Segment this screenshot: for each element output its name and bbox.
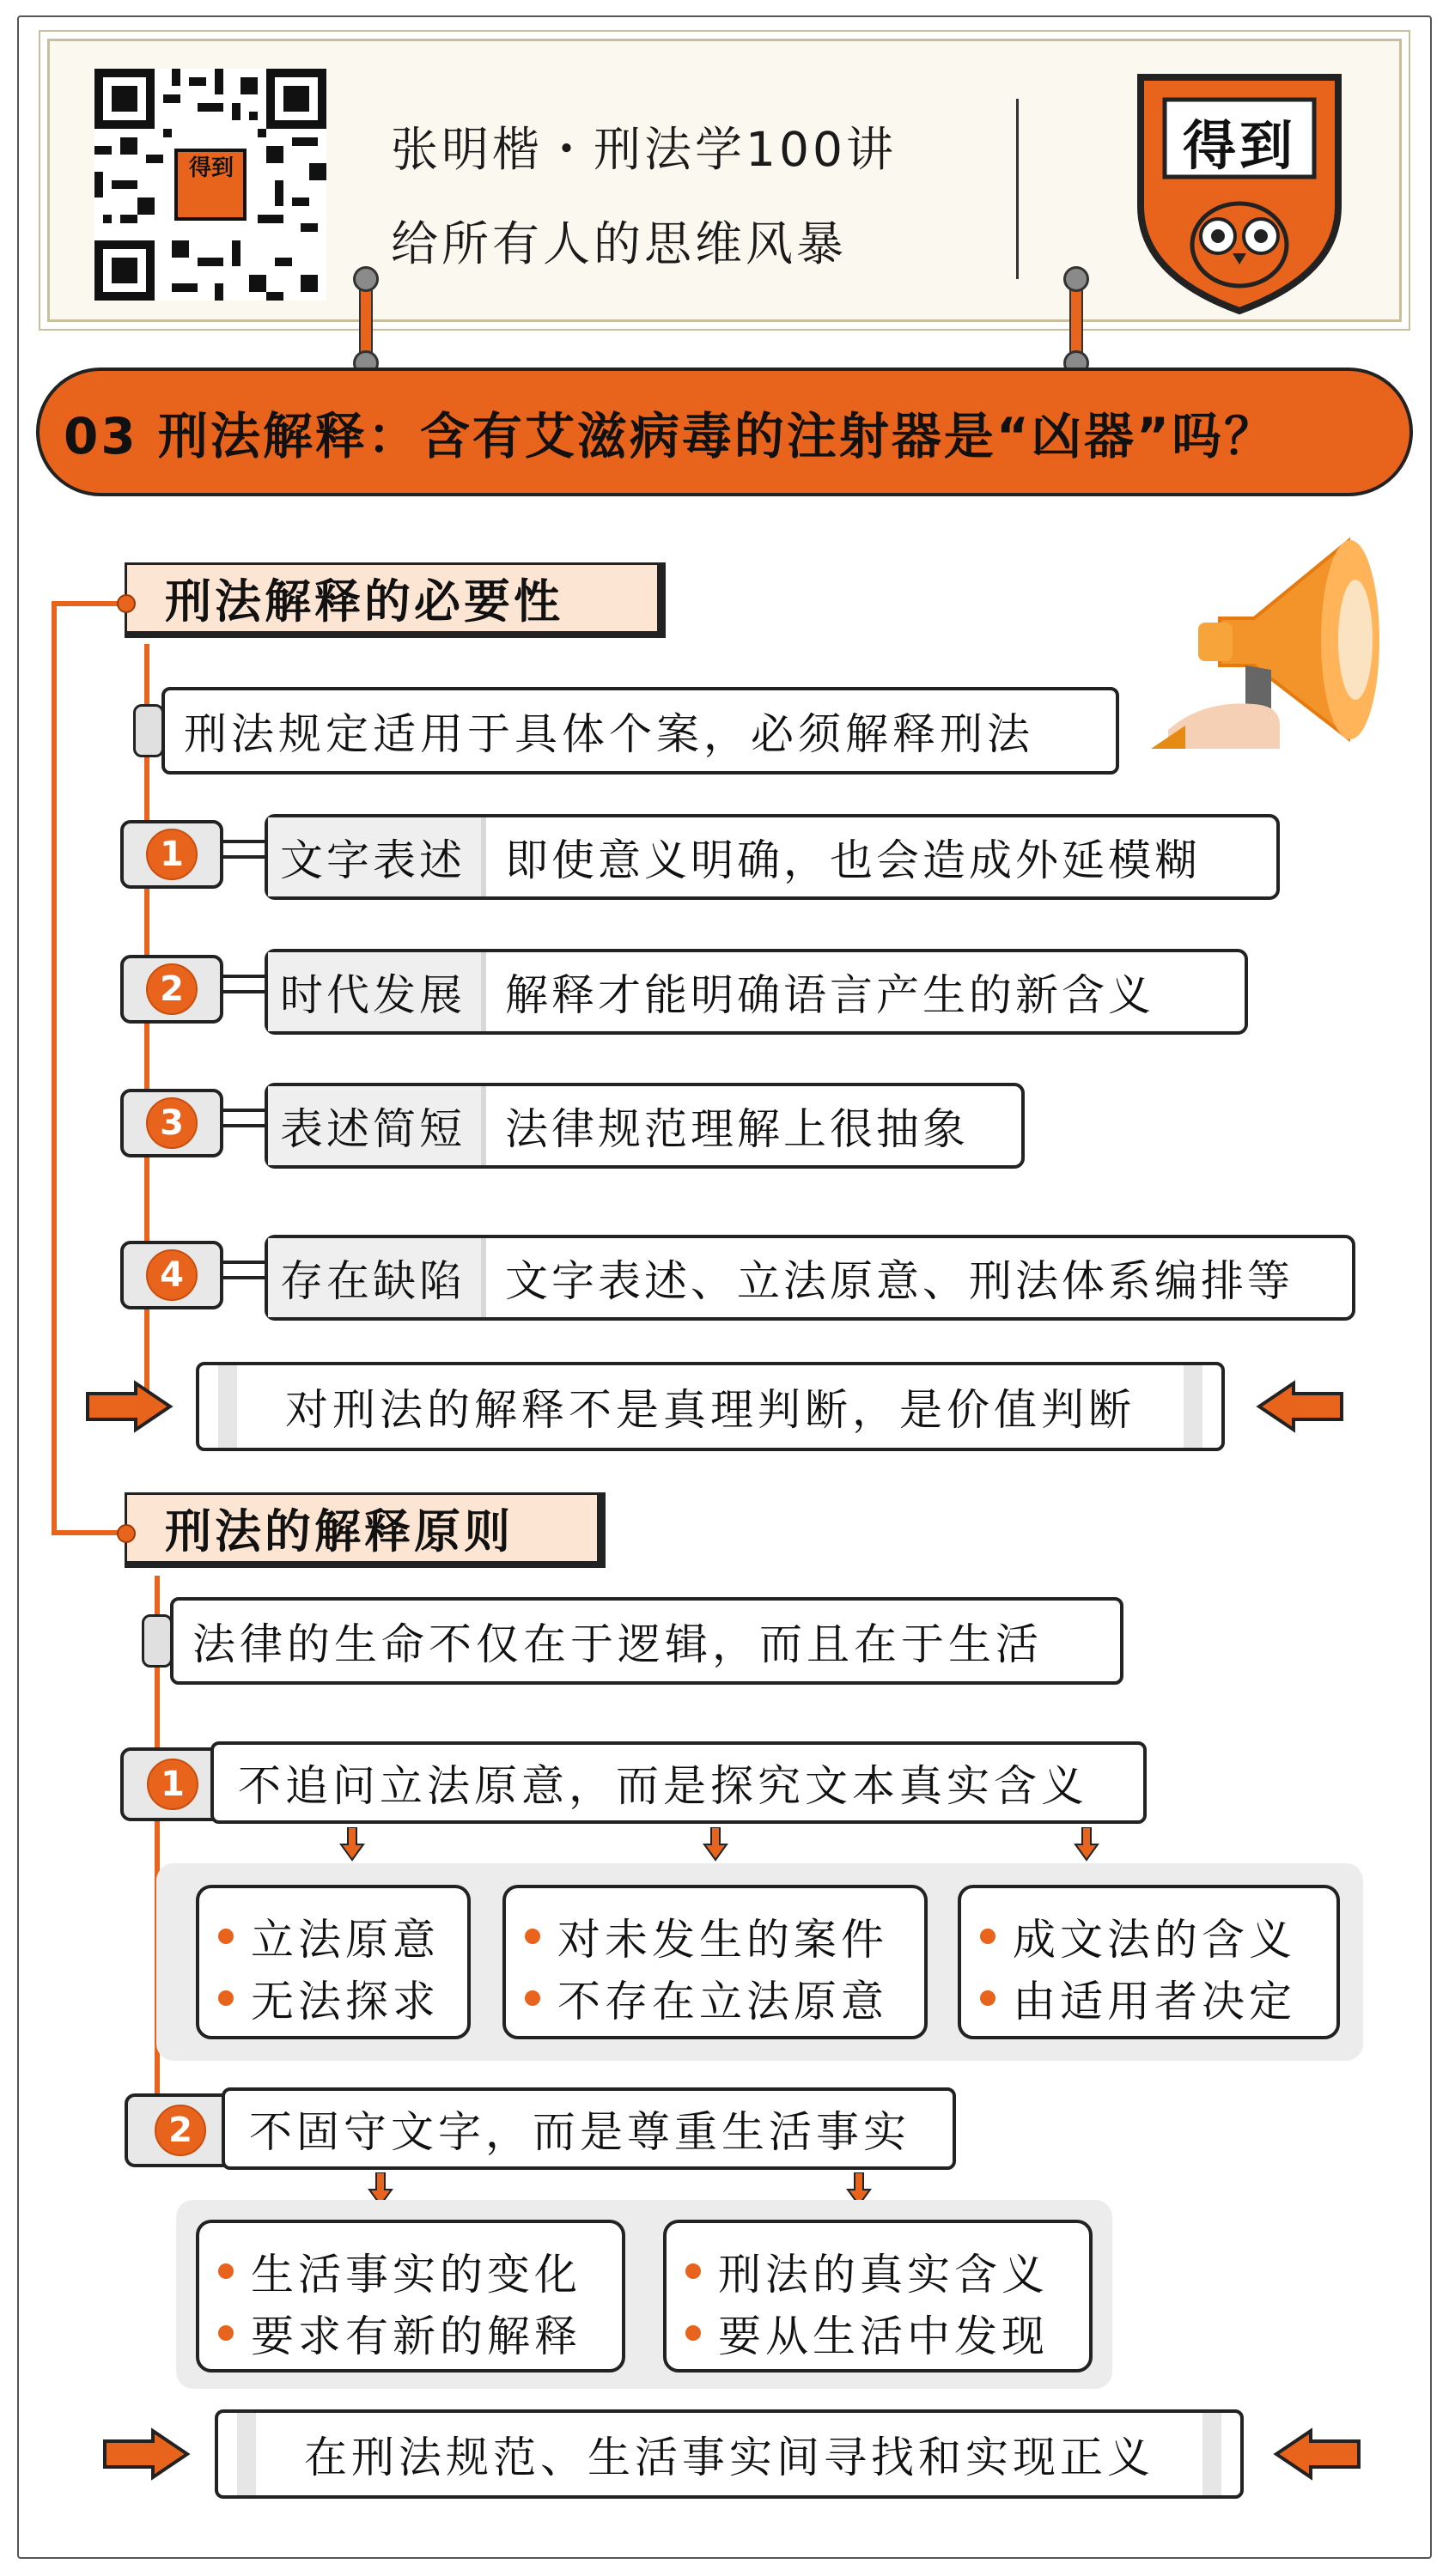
arrow-left-icon xyxy=(1256,1380,1345,1433)
item-desc: 即使意义明确，也会造成外延模糊 xyxy=(505,835,1201,885)
section1-intro: 刑法规定适用于具体个案，必须解释刑法 xyxy=(161,687,1119,775)
header-divider xyxy=(1016,99,1019,279)
double-connector xyxy=(223,975,265,993)
arrow-left-icon xyxy=(1273,2427,1362,2481)
principle-number-badge: 1 xyxy=(120,1747,225,1821)
qr-code-icon xyxy=(94,69,326,301)
item-label: 文字表述 xyxy=(268,817,486,896)
arrow-down-icon xyxy=(703,1827,728,1862)
section2-heading: 刑法的解释原则 xyxy=(125,1492,606,1568)
intro-tab xyxy=(133,704,164,757)
item-number-badge: 1 xyxy=(120,820,223,889)
section1-item xyxy=(265,1083,1025,1169)
item-desc: 文字表述、立法原意、刑法体系编排等 xyxy=(505,1256,1294,1306)
item-number-badge: 2 xyxy=(120,955,223,1024)
section1-item xyxy=(265,949,1248,1035)
conclusion-text: 对刑法的解释不是真理判断，是价值判断 xyxy=(285,1385,1135,1435)
principle1-card: 立法原意 无法探求 xyxy=(196,1885,471,2039)
section1-conclusion xyxy=(196,1362,1225,1451)
connector-dot xyxy=(353,266,379,292)
item-number-badge: 4 xyxy=(120,1241,223,1309)
intro-tab xyxy=(142,1614,173,1668)
arrow-right-icon xyxy=(101,2427,191,2481)
section2-conclusion xyxy=(215,2409,1244,2499)
megaphone-icon xyxy=(1151,524,1409,756)
arrow-down-icon xyxy=(339,1827,365,1862)
connector-dot xyxy=(1063,266,1089,292)
section2-intro: 法律的生命不仅在于逻辑，而且在于生活 xyxy=(170,1597,1123,1685)
principle1-card: 对未发生的案件 不存在立法原意 xyxy=(502,1885,928,2039)
principle2-card: 刑法的真实含义 要从生活中发现 xyxy=(663,2220,1093,2372)
item-desc: 解释才能明确语言产生的新含义 xyxy=(505,970,1154,1020)
principle-number-badge: 2 xyxy=(125,2093,236,2167)
section1-heading: 刑法解释的必要性 xyxy=(125,562,666,638)
double-connector xyxy=(223,1109,265,1127)
logo-text: 得到 xyxy=(1182,114,1296,177)
qr-logo-text: 得到 xyxy=(188,155,234,181)
double-connector xyxy=(223,840,265,859)
lecture-title: 03 刑法解释：含有艾滋病毒的注射器是“凶器”吗？ xyxy=(36,368,1413,496)
tree-line-main xyxy=(52,601,57,1535)
principle1-card: 成文法的含义 由适用者决定 xyxy=(958,1885,1340,2039)
item-label: 存在缺陷 xyxy=(268,1238,486,1317)
arrow-right-icon xyxy=(84,1380,174,1433)
arrow-down-icon xyxy=(1074,1827,1099,1862)
principle2-card: 生活事实的变化 要求有新的解释 xyxy=(196,2220,625,2372)
item-label: 时代发展 xyxy=(268,952,486,1031)
principle1-text: 不追问立法原意，而是探究文本真实含义 xyxy=(210,1741,1147,1824)
item-number-badge: 3 xyxy=(120,1089,223,1157)
course-subtitle: 给所有人的思维风暴 xyxy=(391,216,848,271)
double-connector xyxy=(223,1261,265,1279)
section1-item xyxy=(265,814,1280,900)
item-label: 表述简短 xyxy=(268,1086,486,1165)
item-desc: 法律规范理解上很抽象 xyxy=(505,1104,969,1154)
section1-item xyxy=(265,1235,1355,1321)
course-title: 张明楷・刑法学100讲 xyxy=(391,122,897,177)
principle2-text: 不固守文字，而是尊重生活事实 xyxy=(222,2087,956,2170)
conclusion-text: 在刑法规范、生活事实间寻找和实现正义 xyxy=(304,2433,1154,2482)
